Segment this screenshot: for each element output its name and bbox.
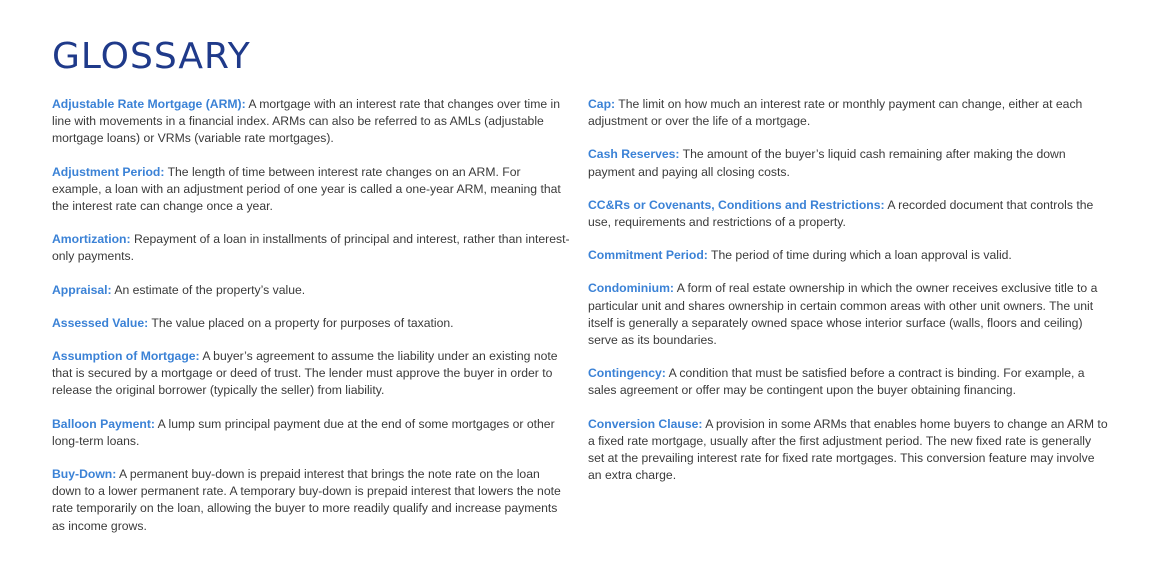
glossary-definition: A recorded document that controls the use, requirements and restrictions of a property. bbox=[588, 197, 1094, 230]
glossary-entry bbox=[52, 348, 572, 400]
glossary-definition: The value placed on a property for purposes of taxation. bbox=[151, 315, 454, 330]
glossary-entry bbox=[588, 365, 1110, 399]
glossary-definition: The amount of the buyer’s liquid cash remaining after making the down payment and paying all closing costs. bbox=[588, 147, 1066, 179]
glossary-entry bbox=[52, 164, 572, 216]
glossary-term: Commitment Period: bbox=[588, 248, 708, 263]
glossary-entry bbox=[588, 247, 1110, 264]
glossary-term: CC&Rs or Covenants, Conditions and Restrictions: bbox=[588, 197, 885, 212]
glossary-definition: A mortgage with an interest rate that changes over time in line with movements in a financial index. ARMs can also be referred to as AMLs (adjustable mortgage loans) or VRMs (variable rate mortgages). bbox=[52, 97, 561, 146]
glossary-term: Cap: bbox=[588, 97, 616, 111]
glossary-entry bbox=[52, 315, 572, 332]
glossary-right-column bbox=[588, 96, 1110, 500]
glossary-definition: An estimate of the property’s value. bbox=[114, 282, 306, 297]
glossary-entry bbox=[588, 280, 1110, 349]
glossary-entry bbox=[588, 416, 1110, 485]
glossary-term: Adjustment Period: bbox=[52, 164, 165, 179]
glossary-term: Cash Reserves: bbox=[588, 147, 680, 162]
glossary-entry bbox=[52, 282, 572, 299]
glossary-entry bbox=[588, 197, 1110, 231]
glossary-term: Contingency: bbox=[588, 366, 666, 381]
glossary-term: Buy-Down: bbox=[52, 467, 117, 482]
glossary-definition: A condition that must be satisfied before a contract is binding. For example, a sales agreement or offer may be contingent upon the buyer obtaining financing. bbox=[588, 366, 1085, 398]
glossary-entry bbox=[588, 96, 1110, 130]
glossary-definition: A buyer’s agreement to assume the liability under an existing note that is secured by a mortgage or deed of trust. The lender must approve the buyer in order to release the original borrower (typically the seller) from liability. bbox=[52, 349, 558, 398]
glossary-term: Amortization: bbox=[52, 232, 131, 247]
glossary-entry bbox=[52, 96, 572, 148]
glossary-term: Condominium: bbox=[588, 281, 674, 296]
glossary-term: Conversion Clause: bbox=[588, 416, 703, 431]
glossary-term: Adjustable Rate Mortgage (ARM): bbox=[52, 97, 246, 111]
glossary-entry bbox=[52, 466, 572, 535]
glossary-definition: The limit on how much an interest rate or monthly payment can change, either at each adjustment or over the life of a mortgage. bbox=[588, 97, 1083, 129]
glossary-term: Appraisal: bbox=[52, 282, 112, 297]
glossary-definition: A provision in some ARMs that enables home buyers to change an ARM to a fixed rate mortgage, usually after the first adjustment period. The new fixed rate is generally set at the prevailing interest rate for fixed rate mortgages. This conversion feature may involve an extra charge. bbox=[588, 416, 1108, 483]
glossary-definition: The length of time between interest rate changes on an ARM. For example, a loan with an adjustment period of one year is called a one-year ARM, meaning that the interest rate can change once a year. bbox=[52, 164, 561, 214]
page-title: GLOSSARY bbox=[52, 36, 251, 77]
glossary-definition: Repayment of a loan in installments of principal and interest, rather than interest-only payments. bbox=[52, 232, 570, 264]
glossary-entry bbox=[52, 416, 572, 450]
glossary-left-column bbox=[52, 96, 572, 551]
glossary-definition: A lump sum principal payment due at the end of some mortgages or other long-term loans. bbox=[52, 416, 555, 448]
glossary-entry bbox=[588, 146, 1110, 180]
glossary-definition: A form of real estate ownership in which the owner receives exclusive title to a particular unit and shares ownership in certain common areas with other unit owners. The unit itself is generally a separately owned space whose interior surface (walls, floors and ceiling) serve as its boundaries. bbox=[588, 281, 1098, 348]
glossary-definition: A permanent buy-down is prepaid interest that brings the note rate on the loan down to a lower permanent rate. A temporary buy-down is prepaid interest that lowers the note rate temporarily on the loan, allowing the buyer to more readily qualify and increase payments as income grows. bbox=[52, 467, 561, 533]
glossary-entry bbox=[52, 231, 572, 265]
glossary-term: Assumption of Mortgage: bbox=[52, 349, 200, 364]
glossary-term: Balloon Payment: bbox=[52, 416, 155, 431]
glossary-definition: The period of time during which a loan approval is valid. bbox=[711, 248, 1012, 263]
glossary-term: Assessed Value: bbox=[52, 315, 149, 330]
